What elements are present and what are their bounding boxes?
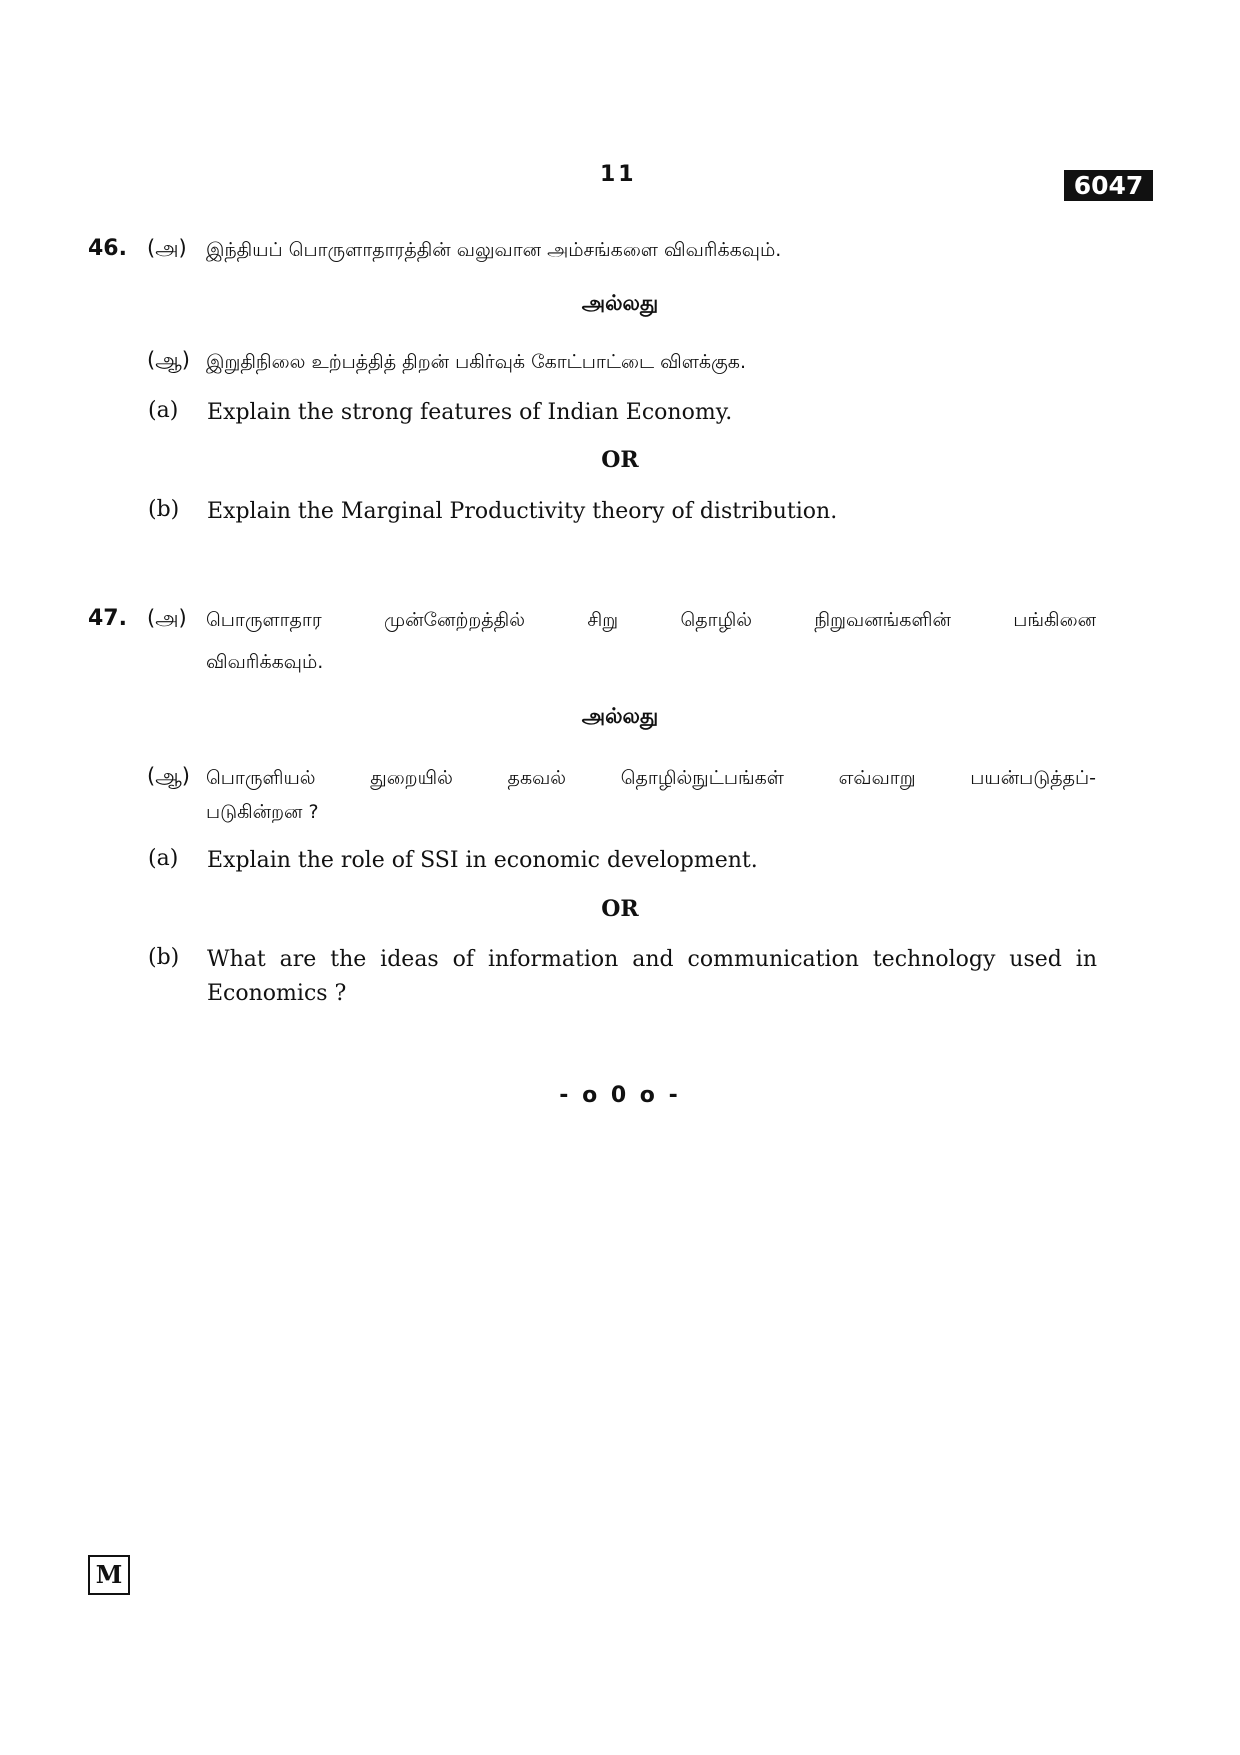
tamil-or-divider: அல்லது <box>581 291 659 315</box>
page-number: 11 <box>600 162 637 187</box>
paper-code-badge: 6047 <box>1064 170 1153 201</box>
tamil-option-a-text: இந்தியப் பொருளாதாரத்தின் வலுவான அம்சங்களை விவரிக்கவும். <box>206 239 782 261</box>
tamil-option-b-line-1: பொருளியல் துறையில் தகவல் தொழில்நுட்பங்கள் எவ்வாறு பயன்படுத்தப்- <box>206 767 1096 789</box>
english-option-b-marker: (b) <box>148 497 180 522</box>
english-option-a-marker: (a) <box>148 398 179 423</box>
english-option-b-line-2: Economics ? <box>207 981 347 1006</box>
english-or-divider: OR <box>601 447 639 473</box>
question-number: 46. <box>88 236 127 261</box>
english-option-a-text: Explain the role of SSI in economic development. <box>207 848 758 873</box>
tamil-option-a-line-2: விவரிக்கவும். <box>206 651 324 673</box>
question-number: 47. <box>88 606 127 631</box>
english-option-a-text: Explain the strong features of Indian Economy. <box>207 400 733 425</box>
english-option-b-marker: (b) <box>148 945 180 970</box>
end-of-paper-mark: - o 0 o - <box>559 1083 681 1108</box>
tamil-option-b-text: இறுதிநிலை உற்பத்தித் திறன் பகிர்வுக் கோட்பாட்டை விளக்குக. <box>206 351 746 373</box>
tamil-option-a-line-1: பொருளாதார முன்னேற்றத்தில் சிறு தொழில் நிறுவனங்களின் பங்கினை <box>206 609 1096 631</box>
tamil-or-divider: அல்லது <box>581 704 659 728</box>
english-option-b-text: Explain the Marginal Productivity theory of distribution. <box>207 499 838 524</box>
english-or-divider: OR <box>601 896 639 922</box>
tamil-option-a-marker: (அ) <box>147 606 187 630</box>
series-letter-box: M <box>88 1555 130 1595</box>
english-option-b-line-1: What are the ideas of information and communication technology used in <box>207 947 1097 972</box>
tamil-option-b-marker: (ஆ) <box>147 764 190 788</box>
tamil-option-b-marker: (ஆ) <box>147 348 190 372</box>
tamil-option-b-line-2: படுகின்றன ? <box>206 801 319 823</box>
tamil-option-a-marker: (அ) <box>147 236 187 260</box>
english-option-a-marker: (a) <box>148 846 179 871</box>
